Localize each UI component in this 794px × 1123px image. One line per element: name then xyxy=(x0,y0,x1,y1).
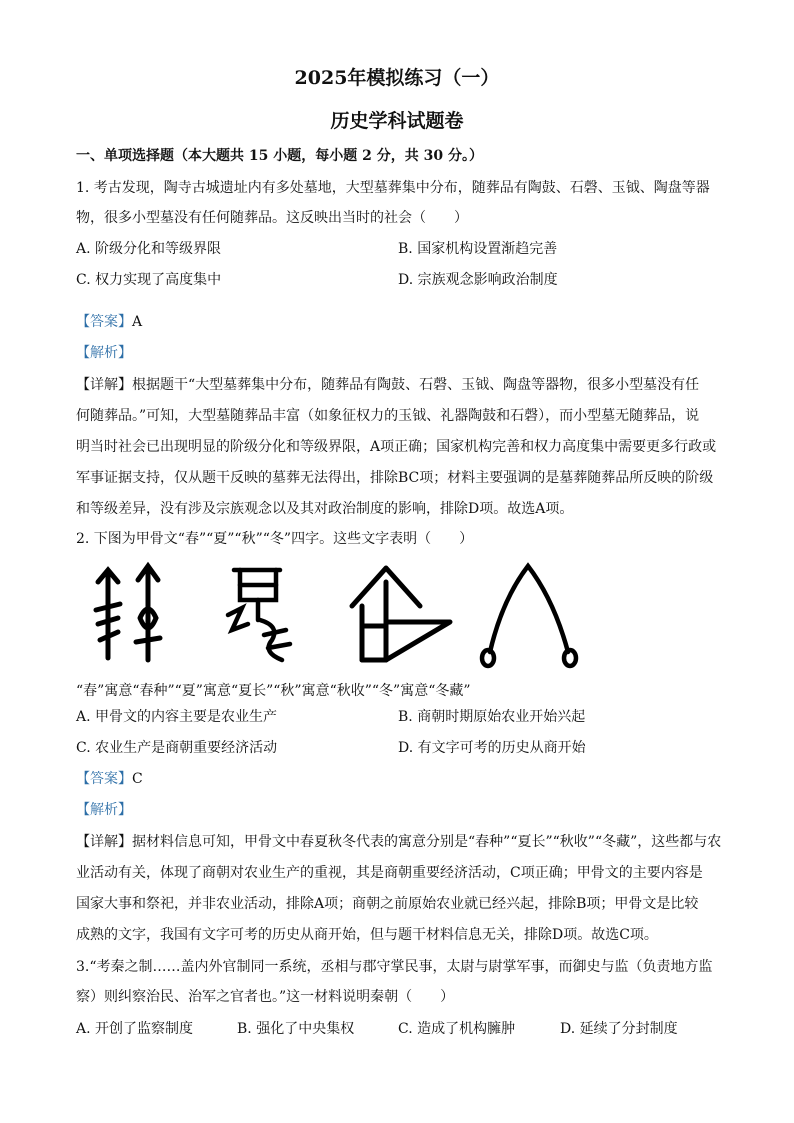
q1-stem-line-1: 1. 考古发现，陶寺古城遗址内有多处墓地，大型墓葬集中分布，随葬品有陶鼓、石磬、玉钺、陶盘等器 xyxy=(76,180,710,196)
q1-answer xyxy=(76,312,142,332)
answer-value: C xyxy=(132,771,143,787)
q2-analysis-tag: 【解析】 xyxy=(76,802,132,818)
answer-tag: 【答案】 xyxy=(76,771,132,787)
q1-option-d: D. 宗族观念影响政治制度 xyxy=(398,272,558,288)
q2-detail-line-3: 国家大事和祭祀，并非农业活动，排除A项；商朝之前原始农业就已经兴起，排除B项；甲骨文是比较 xyxy=(76,896,699,912)
answer-tag: 【答案】 xyxy=(76,314,132,330)
glyph-caption: “春”寓意“春种”“夏”寓意“夏长”“秋”寓意“秋收”“冬”寓意“冬藏” xyxy=(76,683,471,699)
page-title: 2025年模拟练习（一） xyxy=(294,67,500,89)
q3-option-c: C. 造成了机构臃肿 xyxy=(398,1021,516,1037)
q1-analysis-tag: 【解析】 xyxy=(76,345,132,361)
q3-option-d: D. 延续了分封制度 xyxy=(560,1021,678,1037)
q1-detail-line-1 xyxy=(76,375,699,395)
q1-detail-line-3: 明当时社会已出现明显的阶级分化和等级界限，A项正确；国家机构完善和权力高度集中需要更多行政或 xyxy=(76,439,717,455)
q3-option-b: B. 强化了中央集权 xyxy=(237,1021,355,1037)
q3-stem-line-2: 察）则纠察治民、治军之官者也。”这一材料说明秦朝（ ） xyxy=(76,989,455,1005)
q2-option-d: D. 有文字可考的历史从商开始 xyxy=(398,740,586,756)
q1-detail-line-5: 和等级差异，没有涉及宗族观念以及其对政治制度的影响，排除D项。故选A项。 xyxy=(76,501,574,517)
q1-stem-line-2: 物，很多小型墓没有任何随葬品。这反映出当时的社会（ ） xyxy=(76,210,468,226)
q1-detail-line-4: 军事证据支持，仅从题干反映的墓葬无法得出，排除BC项；材料主要强调的是墓葬随葬品所反映的阶级 xyxy=(76,470,714,486)
section-heading: 一、单项选择题（本大题共 15 小题，每小题 2 分，共 30 分。） xyxy=(76,148,483,164)
oracle-glyph-spring xyxy=(90,560,170,670)
q1-option-a: A. 阶级分化和等级界限 xyxy=(76,241,222,257)
oracle-glyph-winter xyxy=(476,560,586,670)
q1-detail-line-2: 何随葬品。”可知，大型墓随葬品丰富（如象征权力的玉钺、礼器陶鼓和石磬），而小型墓无随葬品，说 xyxy=(76,408,700,424)
q2-answer xyxy=(76,769,143,789)
q1-option-b: B. 国家机构设置渐趋完善 xyxy=(398,241,558,257)
q3-option-a: A. 开创了监察制度 xyxy=(76,1021,194,1037)
q3-stem-line-1: 3.“考秦之制……盖内外官制同一系统，丞相与郡守掌民事，太尉与尉掌军事，而御史与监（负责地方监 xyxy=(76,959,713,975)
q2-detail-line-2: 业活动有关，体现了商朝对农业生产的重视，其是商朝重要经济活动，C项正确；甲骨文的主要内容是 xyxy=(76,865,703,881)
q2-option-a: A. 甲骨文的内容主要是农业生产 xyxy=(76,709,278,725)
q2-stem: 2. 下图为甲骨文“春”“夏”“秋”“冬”四字。这些文字表明（ ） xyxy=(76,531,474,547)
detail-text: 根据题干“大型墓葬集中分布，随葬品有陶鼓、石磬、玉钺、陶盘等器物，很多小型墓没有任 xyxy=(132,377,700,393)
page-subtitle: 历史学科试题卷 xyxy=(330,110,464,132)
q2-detail-line-4: 成熟的文字，我国有文字可考的历史从商开始，但与题干材料信息无关，排除D项。故选C项。 xyxy=(76,927,658,943)
detail-tag: 【详解】 xyxy=(76,834,132,850)
q1-option-c: C. 权力实现了高度集中 xyxy=(76,272,222,288)
oracle-glyph-autumn xyxy=(346,560,456,670)
detail-text: 据材料信息可知，甲骨文中春夏秋冬代表的寓意分别是“春种”“夏长”“秋收”“冬藏”，这些都与农 xyxy=(132,834,722,850)
oracle-glyph-summer xyxy=(220,560,300,670)
detail-tag: 【详解】 xyxy=(76,377,132,393)
answer-value: A xyxy=(132,314,143,330)
q2-option-b: B. 商朝时期原始农业开始兴起 xyxy=(398,709,586,725)
q2-detail-line-1 xyxy=(76,832,721,852)
q2-option-c: C. 农业生产是商朝重要经济活动 xyxy=(76,740,278,756)
